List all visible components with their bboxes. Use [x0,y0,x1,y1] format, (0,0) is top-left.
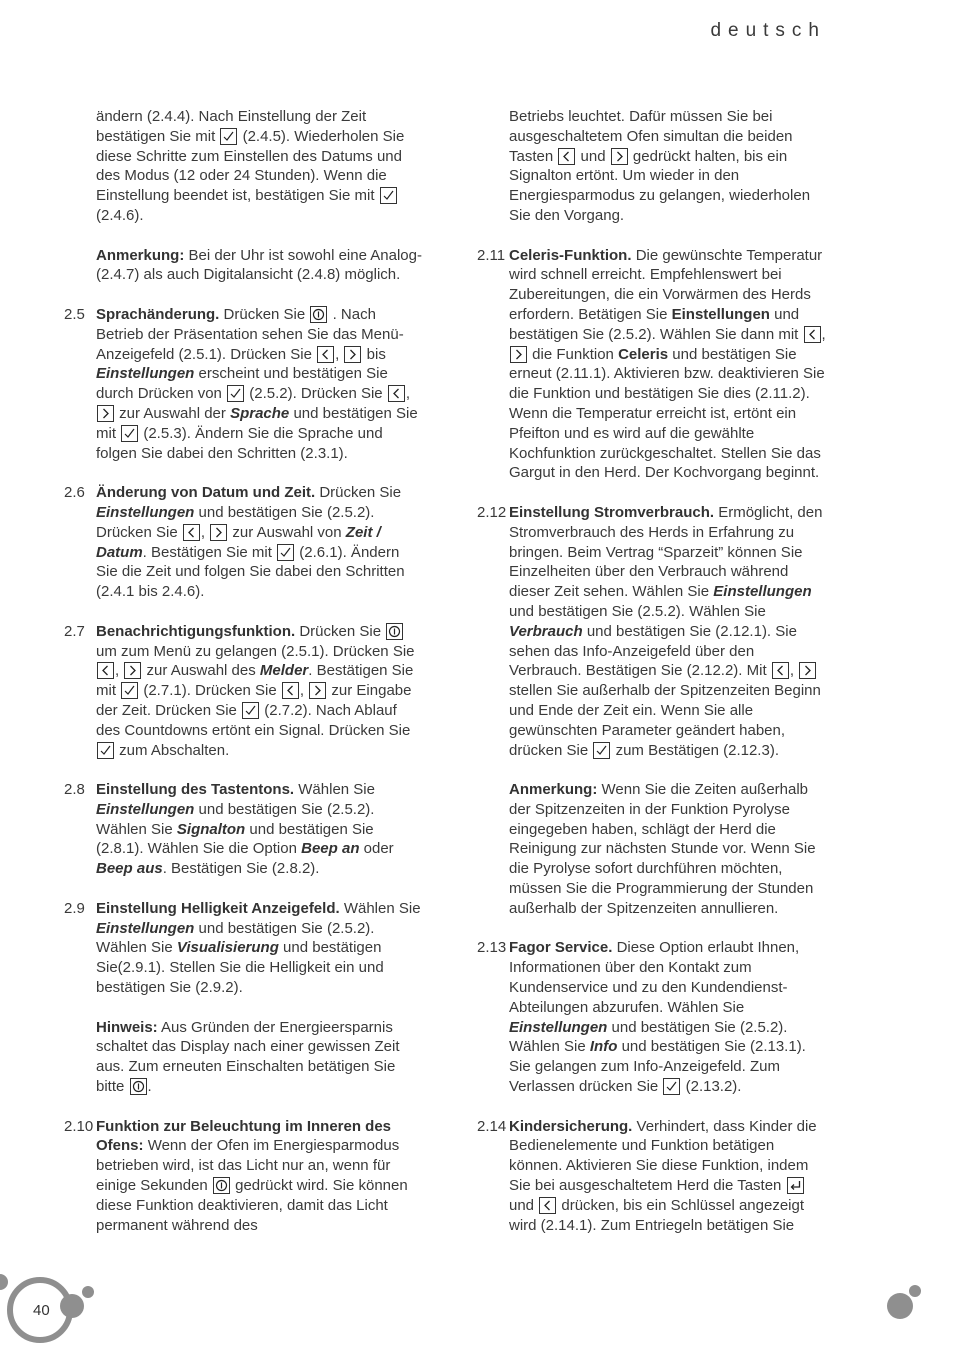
section-2-5: 2.5 Sprachänderung. Drücken Sie . Nach Betrieb der Präsentation sehen Sie das Menü-Anzeigefeld (2.5.1). Drücken Sie , bis Einstellungen erscheint und bestätigen Sie durch Drücken von (2.5.2). Drücken Sie , zur Auswahl der Sprache und bestätigen Sie mit (2.5.3). Ändern Sie die Sprache und folgen Sie dabei den Schritten (2.3.1). [64,305,418,462]
left-arrow-key-icon [772,662,789,679]
right-column [477,107,827,1255]
section-number: 2.12 [477,503,507,521]
continuation-paragraph: Betriebs leuchtet. Dafür müssen Sie bei ausgeschaltetem Ofen simultan die beiden Tasten und gedrückt halten, bis ein Signalton ertönt. Um wieder in den Energiesparmodus zu gelangen, wiederholen Sie den Vorgang. [509,108,811,224]
power-key-icon [130,1078,147,1095]
check-key-icon [97,742,114,759]
left-arrow-key-icon [539,1197,556,1214]
power-key-icon [386,623,403,640]
right-arrow-key-icon [97,405,114,422]
note-paragraph-2: Anmerkung: Wenn Sie die Zeiten außerhalb der Spitzenzeiten in der Funktion Pyrolyse eingegeben haben, schlägt der Herd die Reinigung zur nächsten Stunde vor. Wenn Sie die Pyrolyse sofort durchführen möchten, müssen Sie die Programmierung der Stunden außerhalb der Spitzenzeiten annullieren. [509,781,816,917]
right-arrow-key-icon [799,662,816,679]
left-arrow-key-icon [97,662,114,679]
right-arrow-key-icon [210,524,227,541]
check-key-icon [227,385,244,402]
decorative-circles-left [0,1262,100,1354]
check-key-icon [663,1078,680,1095]
check-key-icon [220,128,237,145]
power-key-icon [213,1177,230,1194]
left-arrow-key-icon [282,682,299,699]
language-header: deutsch [710,20,826,41]
check-key-icon [277,544,294,561]
right-arrow-key-icon [309,682,326,699]
left-column [64,107,424,1255]
section-number: 2.9 [64,899,85,917]
section-2-8: 2.8 Einstellung des Tastentons. Wählen Sie Einstellungen und bestätigen Sie (2.5.2). Wählen Sie Signalton und bestätigen Sie (2.8.1). Wählen Sie die Option Beep an oder Beep aus. Bestätigen Sie (2.8.2). [64,781,394,878]
section-2-11: 2.11 Celeris-Funktion. Die gewünschte Temperatur wird schnell erreicht. Empfehlenswert bei Zubereitungen, die ein Vorwärmen des Herds erfordern. Betätigen Sie Einstellungen und bestätigen Sie (2.5.2). Wählen Sie dann mit , die Funktion Celeris und bestätigen Sie erneut (2.11.1). Aktivieren bzw. deaktivieren Sie die Funktion und bestätigen Sie dies (2.11.2). Wenn die Temperatur erreicht ist, ertönt ein Pfeifton und es wird auf die gewählte Kochfunktion zurückgeschaltet. Stellen Sie das Gargut in den Herd. Der Kochvorgang beginnt. [477,246,826,482]
section-2-7: 2.7 Benachrichtigungsfunktion. Drücken Sie um zum Menü zu gelangen (2.5.1). Drücken Sie , zur Auswahl des Melder. Bestätigen Sie mit (2.7.1). Drücken Sie , zur Eingabe der Zeit. Drücken Sie (2.7.2). Nach Ablauf des Countdowns ertönt ein Signal. Drücken Sie zum Abschalten. [64,622,415,759]
left-arrow-key-icon [183,524,200,541]
check-key-icon [121,682,138,699]
left-arrow-key-icon [558,148,575,165]
page-number: 40 [33,1302,50,1319]
section-2-14: 2.14 Kindersicherung. Verhindert, dass Kinder die Bedienelemente und Funktion betätigen können. Aktivieren Sie diese Funktion, indem Sie bei ausgeschaltetem Herd die Tasten und drücken, bis ein Schlüssel angezeigt wird (2.14.1). Zum Entriegeln betätigen Sie [477,1117,817,1234]
section-2-13: 2.13 Fagor Service. Diese Option erlaubt Ihnen, Informationen über den Kontakt zum Kundenservice und zu den Kundendienst-Abteilungen abzurufen. Wählen Sie Einstellungen und bestätigen Sie (2.5.2). Wählen Sie Info und bestätigen Sie (2.13.1). Sie gelangen zum Info-Anzeigefeld. Zum Verlassen drücken Sie (2.13.2). [477,939,806,1096]
check-key-icon [593,742,610,759]
right-arrow-key-icon [611,148,628,165]
right-arrow-key-icon [510,346,527,363]
hint-paragraph: Hinweis: Aus Gründen der Energieersparnis schaltet das Display nach einer gewissen Zeit aus. Zum erneuten Einschalten betätigen Sie bitte . [96,1018,400,1096]
left-arrow-key-icon [388,385,405,402]
section-number: 2.7 [64,622,85,640]
right-arrow-key-icon [344,346,361,363]
enter-key-icon [787,1177,804,1194]
section-2-10: 2.10 Funktion zur Beleuchtung im Inneren des Ofens: Wenn der Ofen im Energiesparmodus betrieben wird, ist das Licht nur an, wenn für einige Sekunden gedrückt wird. Sie können diese Funktion deaktivieren, damit das Licht permanent während des [64,1117,408,1234]
right-arrow-key-icon [124,662,141,679]
section-2-12: 2.12 Einstellung Stromverbrauch. Ermöglicht, den Stromverbrauch des Herds in Erfahrung zu bringen. Beim Vertrag “Sparzeit” können Sie Einzelheiten über den Verbrauch während dieser Zeit sehen. Wählen Sie Einstellungen und bestätigen Sie (2.5.2). Wählen Sie Verbrauch und bestätigen Sie (2.12.1). Sie sehen das Info-Anzeigefeld über den Verbrauch. Bestätigen Sie (2.12.2). Mit , stellen Sie außerhalb der Spitzenzeiten Beginn und Ende der Zeit ein. Wenn Sie alle gewünschten Parameter geändert haben, drücken Sie zum Bestätigen (2.12.3). [477,503,823,759]
section-number: 2.5 [64,305,85,323]
section-number: 2.8 [64,781,85,799]
section-number: 2.13 [477,939,507,957]
power-key-icon [310,306,327,323]
note-paragraph: Anmerkung: Bei der Uhr ist sowohl eine Analog- (2.4.7) als auch Digitalansicht (2.4.8) möglich. [96,246,422,284]
intro-paragraph: ändern (2.4.4). Nach Einstellung der Zeit bestätigen Sie mit (2.4.5). Wiederholen Sie diese Schritte zum Einstellen des Datums und des Modus (12 oder 24 Stunden). Wenn die Einstellung beendet ist, bestätigen Sie mit (2.4.6). [96,108,405,224]
decorative-circles-right [880,1280,930,1324]
section-number: 2.14 [477,1117,507,1135]
left-arrow-key-icon [804,326,821,343]
left-arrow-key-icon [317,346,334,363]
section-2-6: 2.6 Änderung von Datum und Zeit. Drücken Sie Einstellungen und bestätigen Sie (2.5.2). Drücken Sie , zur Auswahl von Zeit / Datum. Bestätigen Sie mit (2.6.1). Ändern Sie die Zeit und folgen Sie dabei den Schritten (2.4.1 bis 2.4.6). [64,484,405,601]
section-number: 2.11 [477,246,506,264]
check-key-icon [121,425,138,442]
section-2-9: 2.9 Einstellung Helligkeit Anzeigefeld. Wählen Sie Einstellungen und bestätigen Sie (2.5.2). Wählen Sie Visualisierung und bestätigen Sie(2.9.1). Stellen Sie die Helligkeit ein und bestätigen Sie (2.9.2). [64,899,421,997]
section-number: 2.6 [64,484,85,502]
check-key-icon [242,702,259,719]
check-key-icon [380,187,397,204]
section-number: 2.10 [64,1117,94,1135]
